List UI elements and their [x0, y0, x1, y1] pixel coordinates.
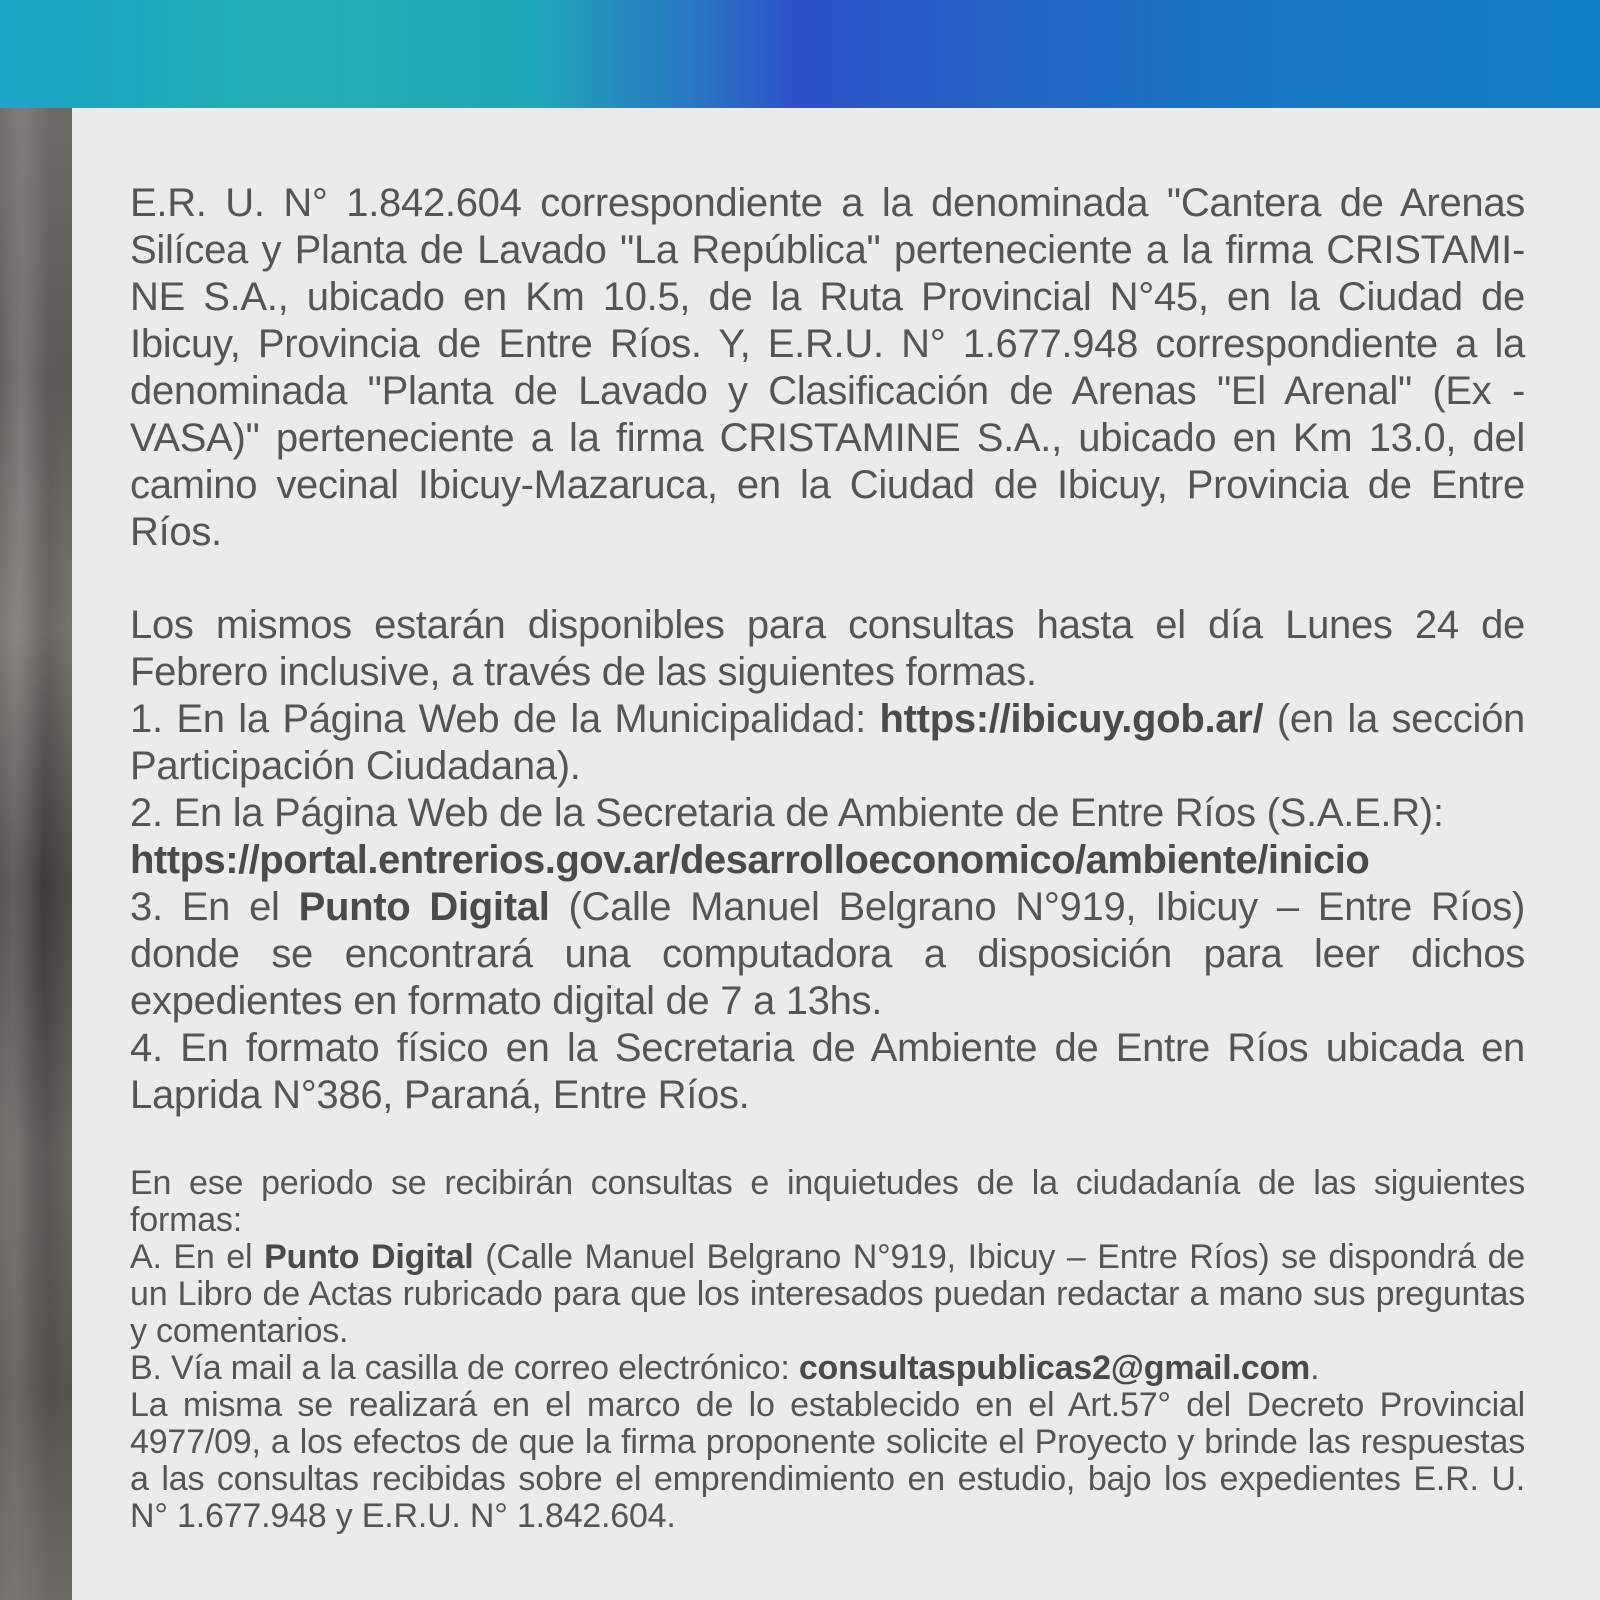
availability-lead: Los mismos estarán disponibles para consultas hasta el día Lunes 24 de Febrero inclusive, a través de las siguientes formas.	[130, 603, 1525, 694]
municipality-link[interactable]: https://ibicuy.gob.ar/	[879, 697, 1264, 741]
stone-texture-strip	[0, 108, 72, 1600]
itemB-prefix: B. Vía mail a la casilla de correo electrónico:	[130, 1349, 799, 1387]
availability-item-2	[130, 790, 1525, 884]
consultas-lead: En ese periodo se recibirán consultas e inquietudes de la ciudadanía de las siguientes formas:	[130, 1164, 1525, 1239]
itemB-suffix: .	[1310, 1349, 1320, 1387]
notice-body	[130, 180, 1525, 1535]
header-gradient-band	[0, 0, 1600, 108]
spacer	[130, 556, 1525, 602]
intro-paragraph: E.R. U. N° 1.842.604 correspondiente a la denominada "Cantera de Arenas Silícea y Planta de Lavado "La República" perteneciente a la firma CRISTAMI-NE S.A., ubicado en Km 10.5, de la Ruta Provincial N°45, en la Ciudad de Ibicuy, Provincia de Entre Ríos. Y, E.R.U. N° 1.677.948 correspondiente a la denominada "Planta de Lavado y Clasificación de Arenas "El Arenal" (Ex - VASA)" perteneciente a la firma CRISTAMINE S.A., ubicado en Km 13.0, del camino vecinal Ibicuy-Mazaruca, en la Ciudad de Ibicuy, Provincia de Entre Ríos.	[130, 181, 1525, 554]
availability-item-3	[130, 884, 1525, 1025]
punto-digital-label: Punto Digital	[264, 1238, 474, 1276]
item2-text: 2. En la Página Web de la Secretaria de Ambiente de Entre Ríos (S.A.E.R):	[130, 791, 1444, 835]
spacer	[130, 1119, 1525, 1165]
saer-portal-link[interactable]: https://portal.entrerios.gov.ar/desarrolloeconomico/ambiente/inicio	[130, 838, 1370, 882]
consultas-email-link[interactable]: consultaspublicas2@gmail.com	[798, 1349, 1311, 1387]
consultas-item-b	[130, 1350, 1525, 1387]
availability-item-1	[130, 696, 1525, 790]
itemA-suffix: (Calle Manuel Belgrano N°919, Ibicuy – Entre Ríos) se dispondrá de un Libro de Actas rubricado para que los interesados puedan redactar a mano sus preguntas y comentarios.	[130, 1238, 1526, 1350]
punto-digital-label: Punto Digital	[298, 885, 550, 929]
itemA-prefix: A. En el	[130, 1238, 265, 1276]
consultas-item-a	[130, 1239, 1525, 1350]
availability-item-4: 4. En formato físico en la Secretaria de Ambiente de Entre Ríos ubicada en Laprida N°386, Paraná, Entre Ríos.	[130, 1026, 1525, 1117]
item1-prefix: 1. En la Página Web de la Municipalidad:	[130, 697, 880, 741]
item3-prefix: 3. En el	[130, 885, 299, 929]
item1-suffix: (en la sección Participación Ciudadana).	[130, 697, 1525, 788]
item3-suffix: (Calle Manuel Belgrano N°919, Ibicuy – Entre Ríos) donde se encontrará una computadora a disposición para leer dichos expedientes en formato digital de 7 a 13hs.	[130, 885, 1525, 1023]
closing-paragraph: La misma se realizará en el marco de lo establecido en el Art.57° del Decreto Provincial 4977/09, a los efectos de que la firma proponente solicite el Proyecto y brinde las respuestas a las consultas recibidas sobre el emprendimiento en estudio, bajo los expedientes E.R. U. N° 1.677.948 y E.R.U. N° 1.842.604.	[130, 1386, 1525, 1535]
